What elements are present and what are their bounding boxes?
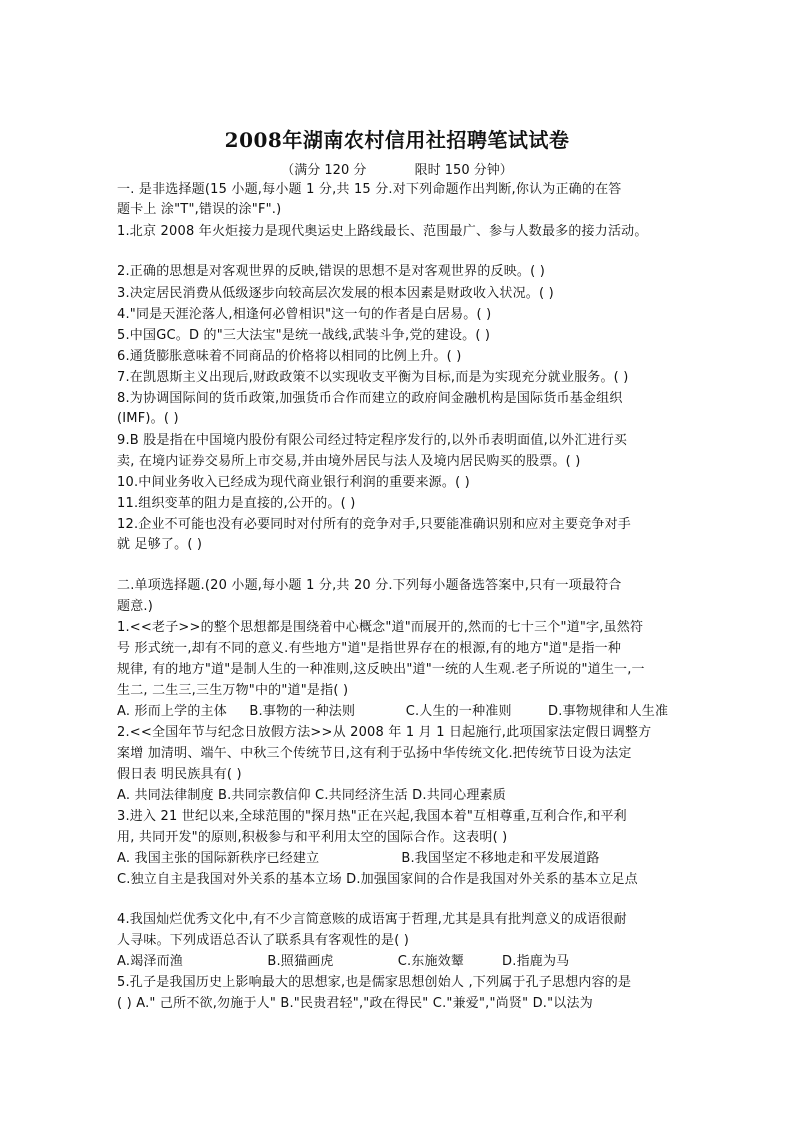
option-b: B.照猫画虎 <box>267 954 334 969</box>
option-a: A. 形而上学的主体 <box>117 704 227 719</box>
tf-question-9: 9.B 股是指在中国境内股份有限公司经过特定程序发行的,以外币表明面值,以外汇进行买 <box>117 433 628 448</box>
mc-question-1-line4: 生二, 二生三,三生万物"中的"道"是指( ) <box>117 683 349 698</box>
mc-question-5-line2: ( ) A." 己所不欲,勿施于人" B."民贵君轻","政在得民" C."兼爱","尚贤" D."以法为 <box>117 996 593 1011</box>
tf-question-2: 2.正确的思想是对客观世界的反映,错误的思想不是对客观世界的反映。( ) <box>117 264 546 279</box>
mc-question-2-line2: 案增 加清明、端午、中秋三个传统节日,这有利于弘扬中华传统文化.把传统节日设为法定 <box>117 746 632 761</box>
mc-question-3-options-cd: C.独立自主是我国对外关系的基本立场 D.加强国家间的合作是我国对外关系的基本立足点 <box>117 872 638 887</box>
option-a: A. 我国主张的国际新秩序已经建立 <box>117 851 320 866</box>
mc-question-1-line3: 规律, 有的地方"道"是制人生的一种准则,这反映出"道"一统的人生观.老子所说的"道生一,一 <box>117 662 645 677</box>
option-a: A.竭泽而渔 <box>117 954 183 969</box>
option-b: B.我国坚定不移地走和平发展道路 <box>401 851 600 866</box>
mc-question-4-options <box>117 952 687 971</box>
mc-question-2: 2.<<全国年节与纪念日放假方法>>从 2008 年 1 月 1 日起施行,此项国家法定假日调整方 <box>117 725 652 740</box>
tf-question-5: 5.中国GC。D 的"三大法宝"是统一战线,武装斗争,党的建设。( ) <box>117 328 491 343</box>
mc-question-4: 4.我国灿烂优秀文化中,有不少言简意赅的成语寓于哲理,尤其是具有批判意义的成语很耐 <box>117 912 627 927</box>
mc-question-1: 1.<<老子>>的整个思想都是围绕着中心概念"道"而展开的,然而的七十三个"道"字,虽然符 <box>117 620 644 635</box>
mc-question-1-options <box>117 702 687 721</box>
mc-question-3: 3.进入 21 世纪以来,全球范围的"探月热"正在兴起,我国本着"互相尊重,互利合作,和平利 <box>117 809 627 824</box>
option-b: B.事物的一种法则 <box>249 704 356 719</box>
section2-header: 二.单项选择题.(20 小题,每小题 1 分,共 20 分.下列每小题备选答案中,只有一项最符合 <box>117 578 622 593</box>
option-c: C.人生的一种准则 <box>405 704 512 719</box>
page-title: 2008年湖南农村信用社招聘笔试试卷 <box>224 128 570 152</box>
mc-question-3-line2: 用, 共同开发"的原则,积极参与和平利用太空的国际合作。这表明( ) <box>117 830 508 845</box>
option-d: D.事物规律和人生准 <box>548 704 669 719</box>
tf-question-1: 1.北京 2008 年火炬接力是现代奥运史上路线最长、范围最广、参与人数最多的接力活动。 <box>117 224 648 239</box>
option-d: D.指鹿为马 <box>502 954 570 969</box>
tf-question-6: 6.通货膨胀意味着不同商品的价格将以相同的比例上升。( ) <box>117 349 462 364</box>
mc-question-3-options-ab <box>117 849 687 868</box>
tf-question-8: 8.为协调国际间的货币政策,加强货币合作而建立的政府间金融机构是国际货币基金组织 <box>117 391 623 406</box>
mc-question-4-line2: 人寻味。下列成语总否认了联系具有客观性的是( ) <box>117 933 410 948</box>
tf-question-12-cont: 就 足够了。( ) <box>117 537 203 552</box>
tf-question-3: 3.决定居民消费从低级逐步向较高层次发展的根本因素是财政收入状况。( ) <box>117 286 554 301</box>
tf-question-4: 4."同是天涯沦落人,相逢何必曾相识"这一句的作者是白居易。( ) <box>117 307 492 322</box>
section1-header: 一. 是非选择题(15 小题,每小题 1 分,共 15 分.对下列命题作出判断,你认为正确的在答 <box>117 182 622 197</box>
section1-header-cont: 题卡上 涂"T",错误的涂"F".) <box>117 202 282 217</box>
section2-header-cont: 题意.) <box>117 599 154 614</box>
mc-question-1-line2: 号 形式统一,却有不同的意义.有些地方"道"是指世界存在的根源,有的地方"道"是指一种 <box>117 641 622 656</box>
mc-question-5: 5.孔子是我国历史上影响最大的思想家,也是儒家思想创始人 ,下列属于孔子思想内容的是 <box>117 975 632 990</box>
tf-question-8-cont: (IMF)。( ) <box>117 411 179 426</box>
time-limit: 限时 150 分钟） <box>414 163 513 178</box>
tf-question-12: 12.企业不可能也没有必要同时对付所有的竞争对手,只要能准确识别和应对主要竞争对手 <box>117 517 632 532</box>
exam-subtitle <box>0 159 794 178</box>
tf-question-10: 10.中间业务收入已经成为现代商业银行利润的重要来源。( ) <box>117 475 470 490</box>
full-score: （满分 120 分 <box>281 163 367 178</box>
option-c: C.东施效颦 <box>397 954 465 969</box>
tf-question-11: 11.组织变革的阻力是直接的,公开的。( ) <box>117 496 356 511</box>
tf-question-9-cont: 卖, 在境内证券交易所上市交易,并由境外居民与法人及境内居民购买的股票。( ) <box>117 454 581 469</box>
mc-question-2-line3: 假日表 明民族具有( ) <box>117 767 242 782</box>
mc-question-2-options: A. 共同法律制度 B.共同宗教信仰 C.共同经济生活 D.共同心理素质 <box>117 788 506 803</box>
tf-question-7: 7.在凯恩斯主义出现后,财政政策不以实现收支平衡为目标,而是为实现充分就业服务。( ) <box>117 370 629 385</box>
